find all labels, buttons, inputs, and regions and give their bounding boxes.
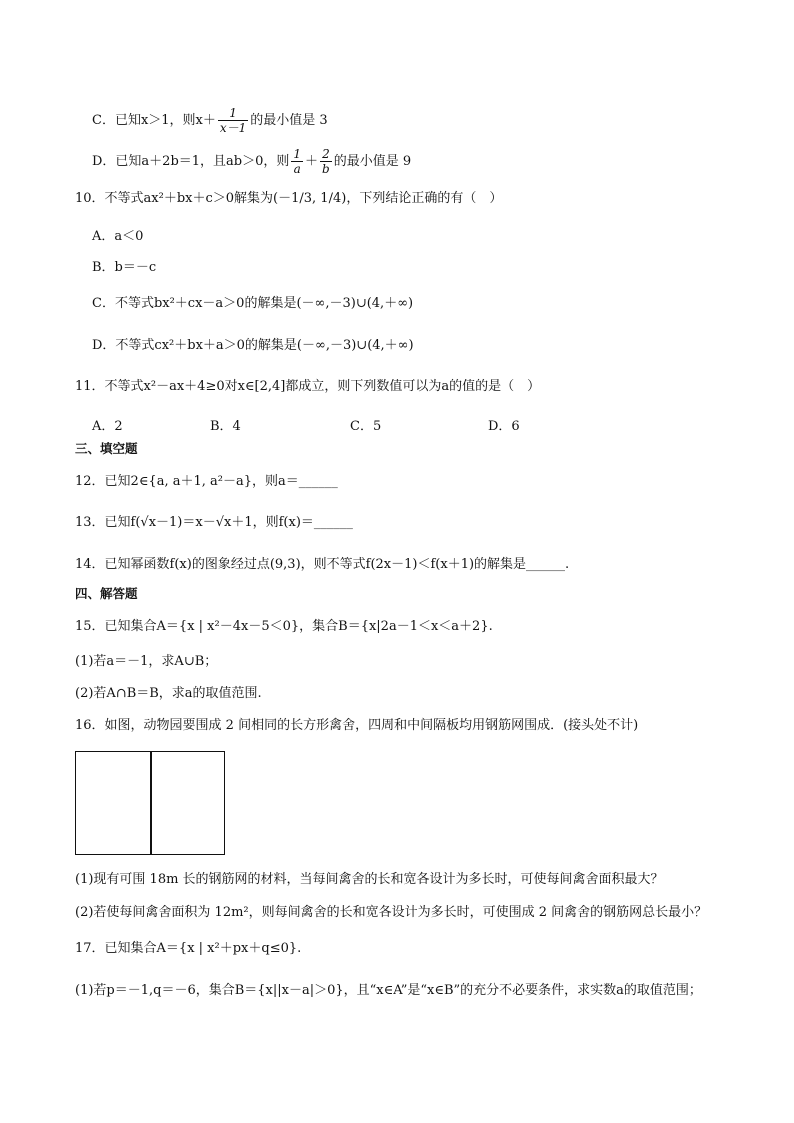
option-10d: D．不等式cx²＋bx＋a＞0的解集是(－∞,－3)∪(4,＋∞) xyxy=(92,338,414,353)
question-15-part1: (1)若a＝－1，求A∪B； xyxy=(75,654,218,669)
option-11d: D．6 xyxy=(488,419,520,434)
question-10: 10．不等式ax²＋bx＋c＞0解集为(－1/3, 1/4)，下列结论正确的有（ ） xyxy=(75,191,503,206)
option-11a: A．2 xyxy=(92,419,123,434)
option-10c: C．不等式bx²＋cx－a＞0的解集是(－∞,－3)∪(4,＋∞) xyxy=(92,296,414,311)
question-17-part1: (1)若p＝－1,q＝－6，集合B＝{x||x－a|＞0}，且“x∈A”是“x∈B”的充分不必要条件，求实数a的取值范围； xyxy=(75,983,702,998)
option-11c: C．5 xyxy=(350,419,382,434)
enclosure-divider xyxy=(150,752,152,854)
fraction-1-over-a: $\frac{1}{a}$ xyxy=(293,147,302,176)
interval-solution: (－1/3, 1/4) xyxy=(273,191,347,206)
section-fill-in: 三、填空题 xyxy=(75,441,138,456)
question-16: 16．如图，动物园要围成 2 间相同的长方形禽舍，四周和中间隔板均用钢筋网围成．(接头处不计) xyxy=(75,718,639,733)
question-16-part1: (1)现有可围 18m 长的钢筋网的材料，当每间禽舍的长和宽各设计为多长时，可使每间禽舍面积最大？ xyxy=(75,872,664,887)
option-11b: B．4 xyxy=(210,419,241,434)
question-17: 17．已知集合A＝{x | x²＋px＋q≤0}. xyxy=(75,941,302,956)
section-solve: 四、解答题 xyxy=(75,586,138,601)
option-10b: B．b＝－c xyxy=(92,260,157,275)
question-14: 14．已知幂函数f(x)的图象经过点(9,3)，则不等式f(2x－1)＜f(x＋1)的解集是______. xyxy=(75,557,570,572)
option-9c: C．已知x＞1，则x＋ $\frac{1}{x-1}$ 的最小值是 3 xyxy=(92,106,328,135)
question-12: 12．已知2∈{a, a＋1, a²－a}，则a＝______ xyxy=(75,474,338,489)
question-13: 13．已知f(√x－1)＝x－√x＋1，则f(x)＝______ xyxy=(75,515,353,530)
question-11: 11．不等式x²－ax＋4≥0对x∈[2,4]都成立，则下列数值可以为a的值的是（ ） xyxy=(75,379,541,394)
question-16-part2: (2)若使每间禽舍面积为 12m²，则每间禽舍的长和宽各设计为多长时，可使围成 2 间禽舍的钢筋网总长最小？ xyxy=(75,905,708,920)
option-10a: A．a＜0 xyxy=(92,229,144,244)
fraction-2-over-b: $\frac{2}{b}$ xyxy=(322,147,330,176)
question-15: 15．已知集合A＝{x | x²－4x－5＜0}，集合B＝{x|2a－1＜x＜a＋2}. xyxy=(75,619,493,634)
question-15-part2: (2)若A∩B＝B，求a的取值范围. xyxy=(75,686,262,701)
enclosure-diagram xyxy=(75,751,225,855)
option-9d: D．已知a＋2b＝1，且ab＞0，则 $\frac{1}{a}$ ＋ $\frac{2}{b}$ 的最小值是 9 xyxy=(92,147,412,176)
fraction-1-over-x-minus-1: $\frac{1}{x-1}$ xyxy=(219,106,247,135)
